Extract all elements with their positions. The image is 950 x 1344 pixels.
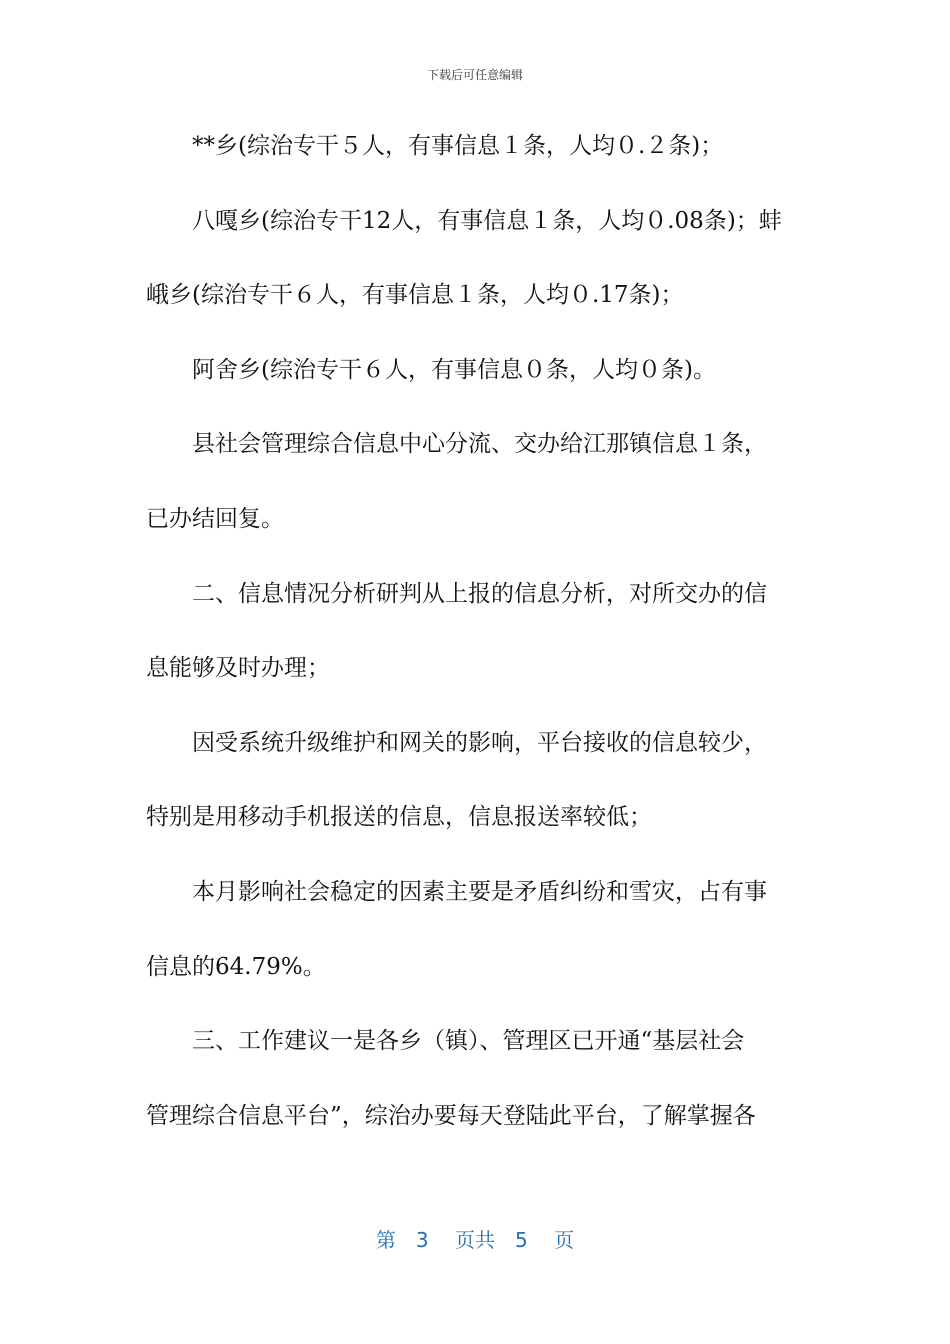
body-line: 阿舍乡(综治专干６人，有事信息０条，人均０条)。 xyxy=(192,356,716,383)
page-number-footer: 第 3 页共 5 页 xyxy=(375,1228,575,1252)
body-line: 已办结回复。 xyxy=(146,505,284,532)
body-line: 本月影响社会稳定的因素主要是矛盾纠纷和雪灾，占有事 xyxy=(192,878,767,905)
body-line: 因受系统升级维护和网关的影响，平台接收的信息较少， xyxy=(192,729,767,756)
body-line: 二、信息情况分析研判从上报的信息分析，对所交办的信 xyxy=(192,580,767,607)
document-body xyxy=(146,122,796,1166)
body-line: 管理综合信息平台”，综治办要每天登陆此平台，了解掌握各 xyxy=(146,1102,756,1129)
body-line: 特别是用移动手机报送的信息，信息报送率较低； xyxy=(146,804,652,831)
body-line: 三、工作建议一是各乡（镇）、管理区已开通“基层社会 xyxy=(192,1028,745,1055)
body-line: 县社会管理综合信息中心分流、交办给江那镇信息１条， xyxy=(192,431,767,458)
body-line: 峨乡(综治专干６人，有事信息１条，人均０.17条)； xyxy=(146,282,684,309)
body-line: 息能够及时办理； xyxy=(146,655,330,682)
body-line: 信息的64.79%。 xyxy=(146,953,326,980)
body-line: **乡(综治专干５人，有事信息１条，人均０.２条)； xyxy=(192,133,724,159)
page-header: 下载后可任意编辑 xyxy=(426,68,523,82)
body-line: 八嘎乡(综治专干12人，有事信息１条，人均０.08条)；蚌 xyxy=(192,207,782,234)
